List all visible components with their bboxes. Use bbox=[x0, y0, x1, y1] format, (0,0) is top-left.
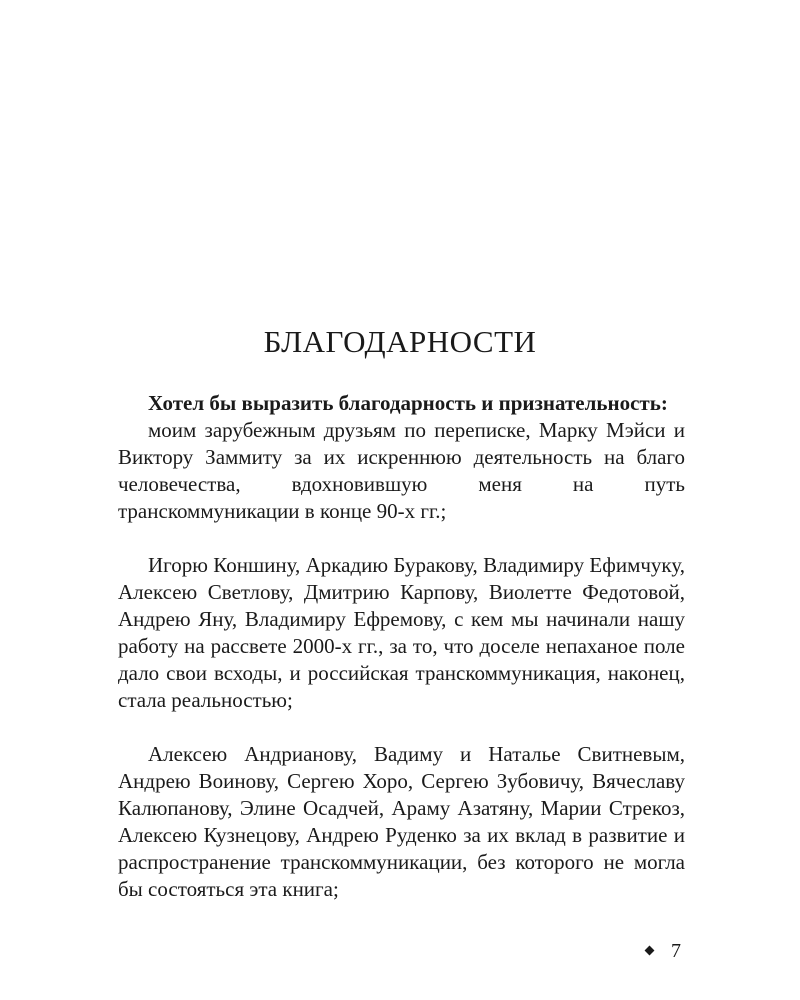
paragraph-friends: моим зарубежным друзьям по переписке, Марку Мэйси и Виктору Заммиту за их искреннюю деятельность на благо человечества, вдохновившую меня на путь транскоммуникации в конце 90-х гг.; bbox=[118, 418, 685, 523]
diamond-icon bbox=[645, 946, 655, 956]
paragraph-pioneers: Игорю Коншину, Аркадию Буракову, Владимиру Ефимчуку, Алексею Светлову, Дмитрию Карпову, Виолетте Федотовой, Андрею Яну, Владимиру Ефремову, с кем мы начинали нашу работу на рассвете 2000-х гг., за то, что доселе непаханое поле дало свои всходы, и российская транскоммуникация, наконец, стала реальностью; bbox=[118, 553, 685, 712]
page-footer bbox=[0, 938, 800, 964]
paragraph-contributors: Алексею Андрианову, Вадиму и Наталье Свитневым, Андрею Воинову, Сергею Хоро, Сергею Зубовичу, Вячеславу Калюпанову, Элине Осадчей, Араму Азатяну, Марии Стрекоз, Алексею Кузнецову, Андрею Руденко за их вклад в развитие и распространение транскоммуникации, без которого не могла бы состояться эта книга; bbox=[118, 742, 685, 901]
page-number: 7 bbox=[671, 940, 681, 962]
page-heading: БЛАГОДАРНОСТИ bbox=[263, 324, 537, 359]
acknowledgements-text bbox=[118, 390, 685, 903]
intro-paragraph: Хотел бы выразить благодарность и признательность: bbox=[148, 391, 668, 415]
